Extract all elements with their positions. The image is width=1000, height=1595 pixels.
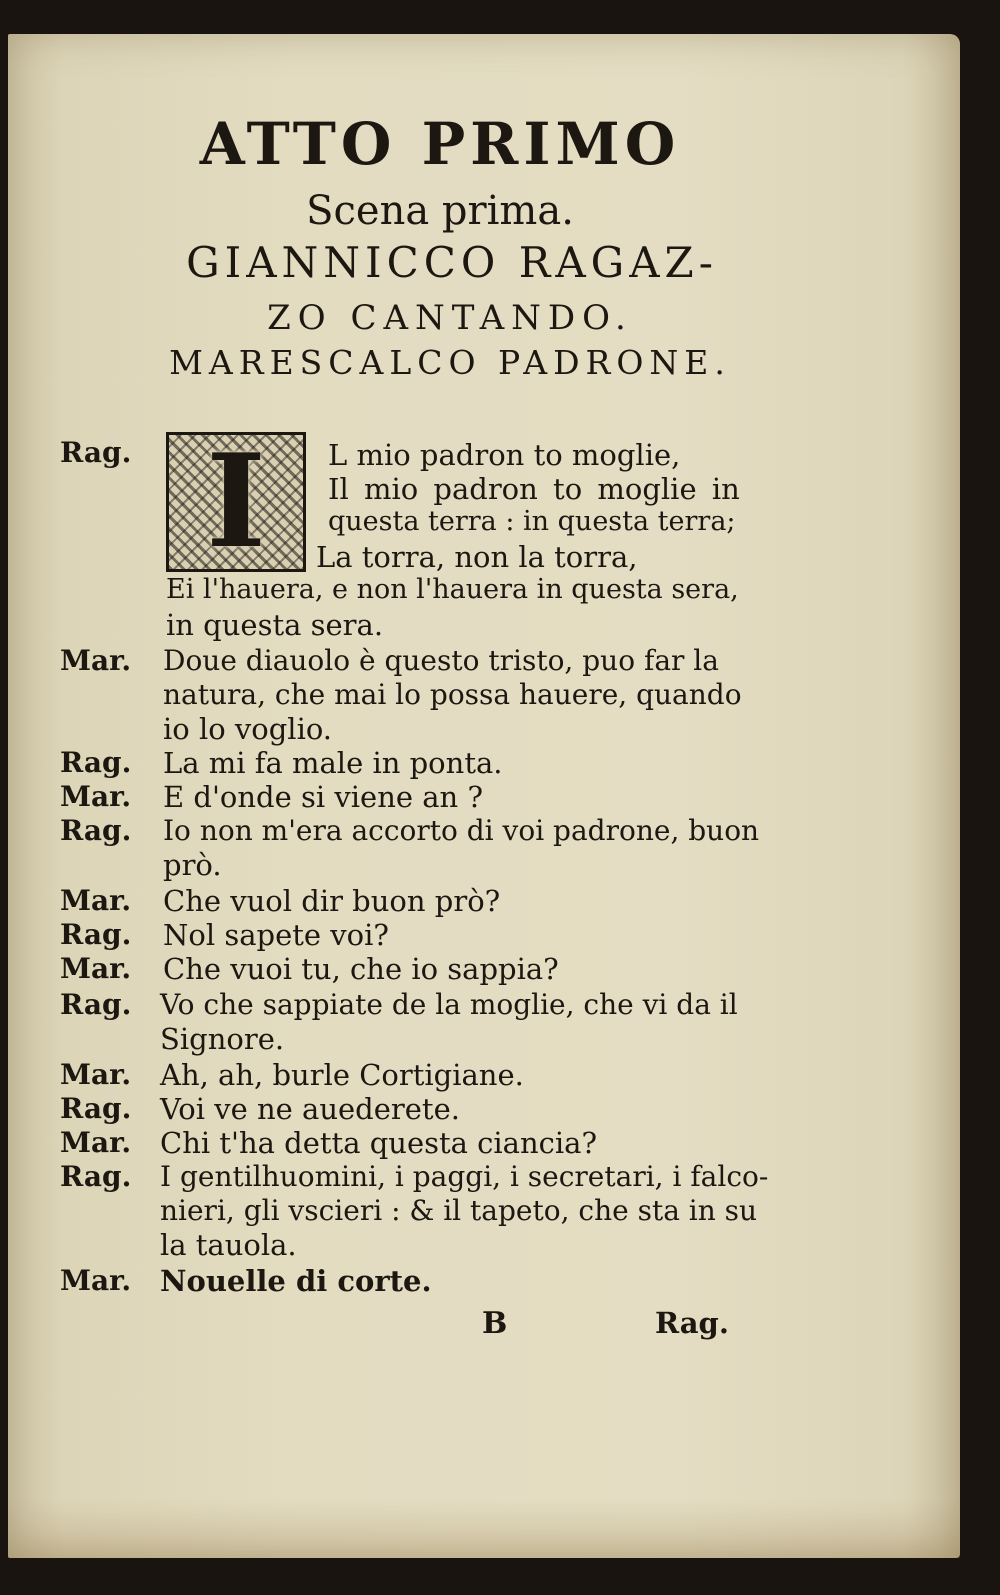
- dialogue-line: Che vuol dir buon prò?: [163, 884, 501, 918]
- speaker-label: Rag.: [60, 1160, 132, 1193]
- dialogue-line: Doue diauolo è questo tristo, puo far la: [163, 644, 719, 677]
- speaker-label: Rag.: [60, 918, 132, 951]
- dialogue-line: La mi fa male in ponta.: [163, 746, 503, 780]
- speaker-label: Mar.: [60, 780, 132, 813]
- scene-title: Scena prima.: [306, 188, 574, 234]
- act-title: ATTO PRIMO: [199, 110, 681, 178]
- dialogue-line: Che vuoi tu, che io sappia?: [163, 952, 559, 986]
- dialogue-line: la tauola.: [160, 1228, 297, 1262]
- dialogue-line: L mio padron to moglie,: [328, 438, 681, 472]
- dialogue-line: Chi t'ha detta questa ciancia?: [160, 1126, 597, 1160]
- dialogue-line: questa terra : in questa terra;: [328, 506, 736, 537]
- dialogue-line: La torra, non la torra,: [316, 540, 638, 574]
- speaker-label: Mar.: [60, 1264, 132, 1297]
- dialogue-line: Il mio padron to moglie in: [328, 472, 740, 506]
- initial-letter: I: [206, 427, 266, 577]
- speaker-label: Mar.: [60, 1126, 132, 1159]
- dialogue-line: Ah, ah, burle Cortigiane.: [160, 1058, 524, 1092]
- dialogue-line: Io non m'era accorto di voi padrone, buon: [163, 814, 760, 847]
- speaker-label: Mar.: [60, 1058, 132, 1091]
- catchword: Rag.: [655, 1306, 729, 1340]
- speaker-label: Mar.: [60, 952, 132, 985]
- dialogue-line: Ei l'hauera, e non l'hauera in questa sera,: [166, 574, 739, 605]
- dialogue-line: Voi ve ne auederete.: [160, 1092, 460, 1126]
- dialogue-line: natura, che mai lo possa hauere, quando: [163, 678, 742, 711]
- speaker-label: Mar.: [60, 644, 132, 677]
- signature-mark: B: [482, 1306, 508, 1341]
- dialogue-line: nieri, gli vscieri : & il tapeto, che sta in su: [160, 1194, 758, 1227]
- dialogue-line: E d'onde si viene an ?: [163, 780, 483, 814]
- characters-line-1: GIANNICCO RAGAZ-: [186, 238, 718, 287]
- dialogue-line: in questa sera.: [166, 608, 384, 642]
- speaker-label: Rag.: [60, 988, 132, 1021]
- dialogue-line: Vo che sappiate de la moglie, che vi da il: [160, 988, 738, 1021]
- speaker-label: Rag.: [60, 436, 132, 469]
- characters-line-3: MARESCALCO PADRONE.: [169, 343, 731, 382]
- dialogue-line: Nol sapete voi?: [163, 918, 389, 952]
- characters-line-2: ZO CANTANDO.: [267, 298, 633, 338]
- dialogue-line: prò.: [163, 848, 222, 882]
- speaker-label: Mar.: [60, 884, 132, 917]
- speaker-label: Rag.: [60, 746, 132, 779]
- dialogue-line: io lo voglio.: [163, 712, 333, 746]
- dialogue-line: Nouelle di corte.: [160, 1264, 432, 1298]
- decorated-initial: [166, 427, 306, 577]
- dialogue-line: Signore.: [160, 1022, 285, 1056]
- speaker-label: Rag.: [60, 814, 132, 847]
- dialogue-line: I gentilhuomini, i paggi, i secretari, i falco-: [160, 1160, 769, 1193]
- speaker-label: Rag.: [60, 1092, 132, 1125]
